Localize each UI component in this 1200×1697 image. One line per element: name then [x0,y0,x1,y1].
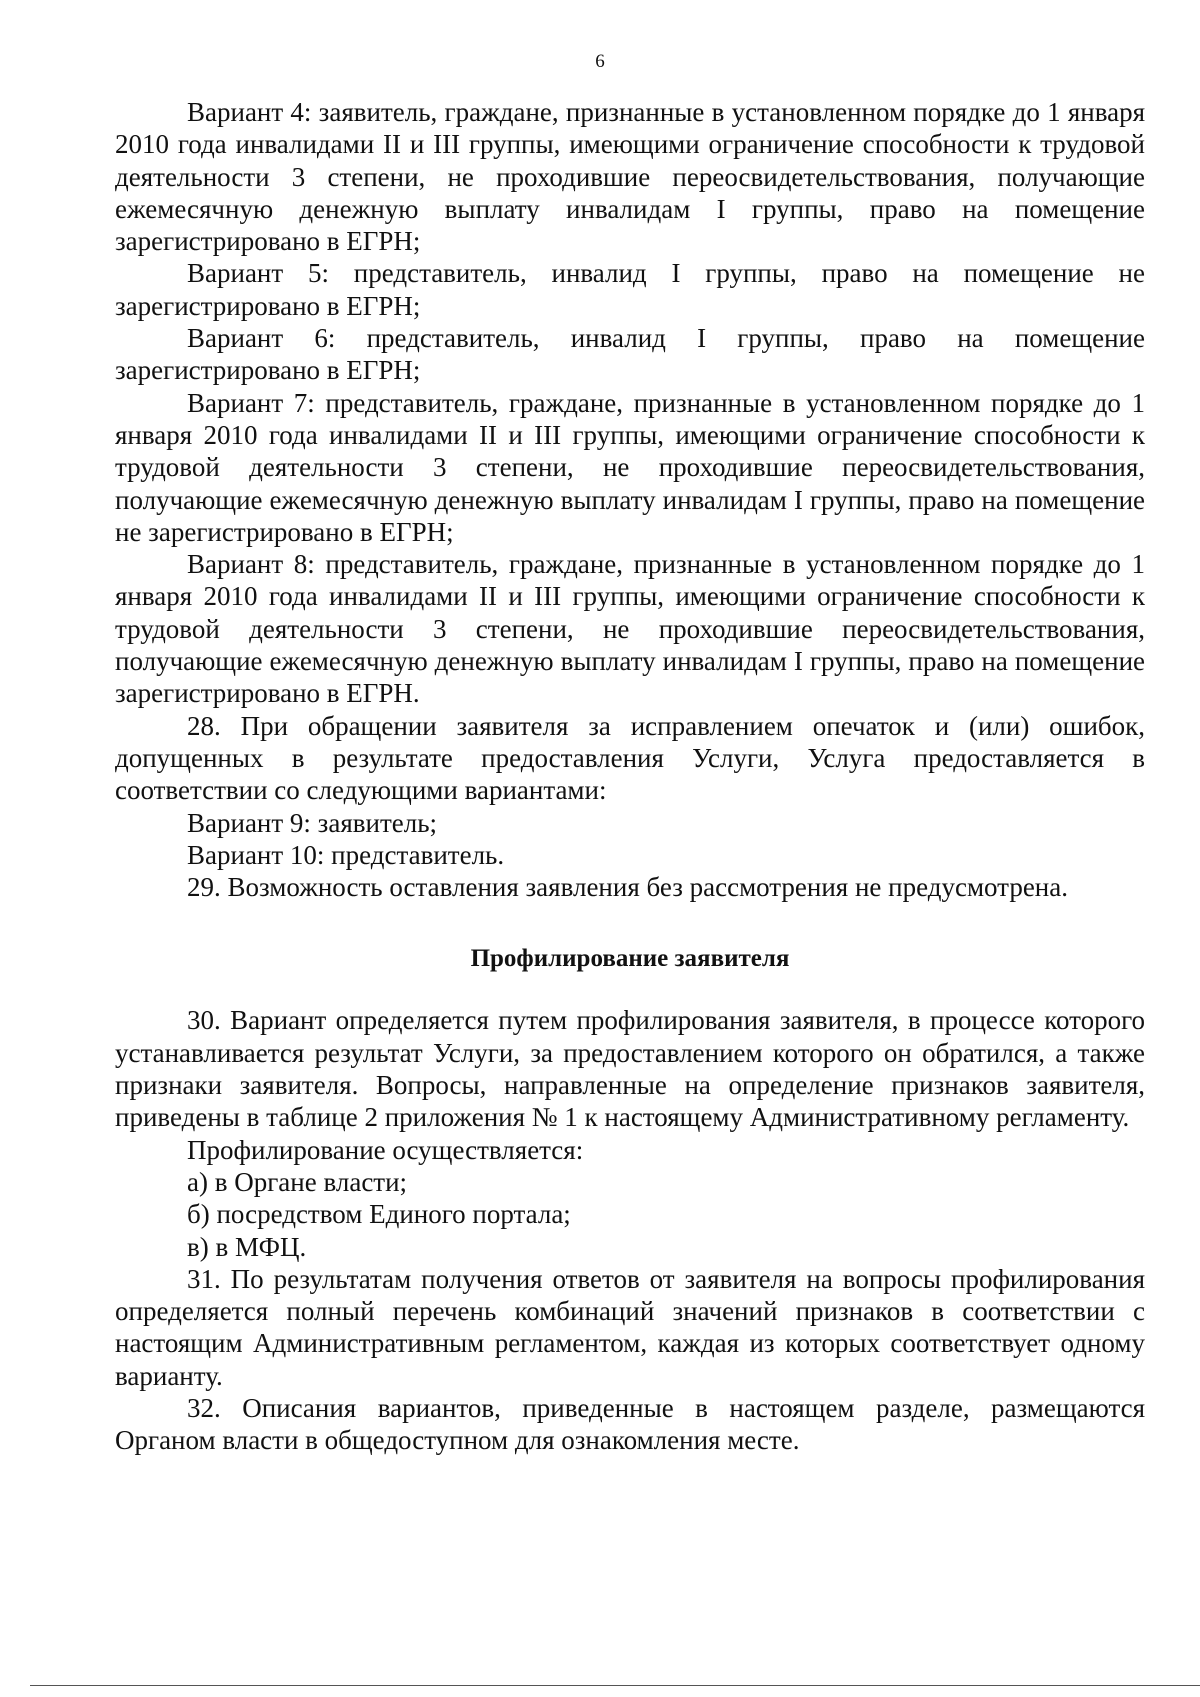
paragraph-variant-5: Вариант 5: представитель, инвалид I группы, право на помещение не зарегистрировано в ЕГРН; [115,258,1145,321]
paragraph-item-30: 30. Вариант определяется путем профилирования заявителя, в процессе которого устанавливается результат Услуги, за предоставлением которого он обратился, а также признаки заявителя. Вопросы, направленные на определение признаков заявителя, приведены в таблице 2 приложения № 1 к настоящему Административному регламенту. [115,1005,1145,1133]
paragraph-variant-4: Вариант 4: заявитель, граждане, признанные в установленном порядке до 1 января 2010 года инвалидами II и III группы, имеющими ограничение способности к трудовой деятельности 3 степени, не проходившие переосвидетельствования, получающие ежемесячную денежную выплату инвалидам I группы, право на помещение зарегистрировано в ЕГРН; [115,97,1145,257]
document-body [115,96,1145,1457]
paragraph-item-32: 32. Описания вариантов, приведенные в настоящем разделе, размещаются Органом власти в общедоступном для ознакомления месте. [115,1392,1145,1456]
list-item-b: б) посредством Единого портала; [187,1199,571,1230]
paragraph-item-29: 29. Возможность оставления заявления без рассмотрения не предусмотрена. [187,872,1068,903]
paragraph-variant-9: Вариант 9: заявитель; [187,807,438,838]
page-number: 6 [595,51,605,72]
paragraph-variant-7: Вариант 7: представитель, граждане, признанные в установленном порядке до 1 января 2010 года инвалидами II и III группы, имеющими ограничение способности к трудовой деятельности 3 степени, не проходившие переосвидетельствования, получающие ежемесячную денежную выплату инвалидам I группы, право на помещение не зарегистрировано в ЕГРН; [115,387,1145,547]
list-item-c: в) в МФЦ. [187,1231,307,1262]
list-item-a: а) в Органе власти; [187,1166,408,1197]
paragraph-item-31: 31. По результатам получения ответов от заявителя на вопросы профилирования определяется полный перечень комбинаций значений признаков в соответствии с настоящим Административным регламентом, каждая из которых соответствует одному варианту. [115,1263,1145,1391]
section-heading: Профилирование заявителя [470,945,790,973]
bottom-divider [30,1685,1200,1686]
paragraph-profiling-intro: Профилирование осуществляется: [187,1134,584,1165]
paragraph-variant-10: Вариант 10: представитель. [187,839,505,870]
paragraph-item-28: 28. При обращении заявителя за исправлением опечаток и (или) ошибок, допущенных в результате предоставления Услуги, Услуга предоставляется в соответствии со следующими вариантами: [115,710,1145,806]
paragraph-variant-8: Вариант 8: представитель, граждане, признанные в установленном порядке до 1 января 2010 года инвалидами II и III группы, имеющими ограничение способности к трудовой деятельности 3 степени, не проходившие переосвидетельствования, получающие ежемесячную денежную выплату инвалидам I группы, право на помещение зарегистрировано в ЕГРН. [115,549,1145,709]
paragraph-variant-6: Вариант 6: представитель, инвалид I группы, право на помещение зарегистрировано в ЕГРН; [115,323,1145,386]
